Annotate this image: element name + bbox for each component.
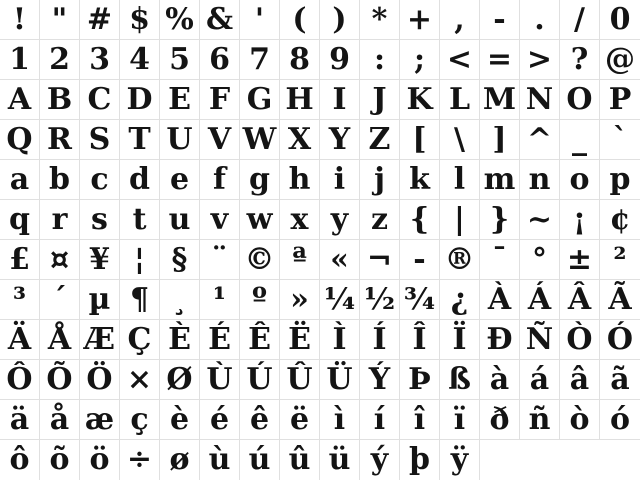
glyph-cell[interactable]: 8	[280, 40, 320, 80]
glyph-cell[interactable]: å	[40, 400, 80, 440]
glyph-cell[interactable]: !	[0, 0, 40, 40]
glyph-cell[interactable]: ª	[280, 240, 320, 280]
glyph-cell[interactable]: í	[360, 400, 400, 440]
glyph-cell[interactable]: £	[0, 240, 40, 280]
glyph-cell[interactable]: ¼	[320, 280, 360, 320]
glyph-cell[interactable]: J	[360, 80, 400, 120]
glyph-cell[interactable]: ¸	[160, 280, 200, 320]
glyph-cell[interactable]: Ã	[600, 280, 640, 320]
empty-cell	[480, 440, 520, 480]
glyph-cell[interactable]: I	[320, 80, 360, 120]
glyph-cell[interactable]: î	[400, 400, 440, 440]
glyph-cell[interactable]: ¡	[560, 200, 600, 240]
glyph-cell[interactable]: *	[360, 0, 400, 40]
glyph-cell[interactable]: G	[240, 80, 280, 120]
glyph-cell[interactable]: U	[160, 120, 200, 160]
glyph-cell[interactable]: ä	[0, 400, 40, 440]
glyph-cell[interactable]: z	[360, 200, 400, 240]
grid-row	[0, 400, 640, 440]
glyph-cell[interactable]: º	[240, 280, 280, 320]
glyph-cell[interactable]: P	[600, 80, 640, 120]
glyph-cell[interactable]: 7	[240, 40, 280, 80]
glyph-cell[interactable]: u	[160, 200, 200, 240]
glyph-cell[interactable]: ô	[0, 440, 40, 480]
grid-row	[0, 80, 640, 120]
glyph-cell[interactable]: W	[240, 120, 280, 160]
glyph-cell[interactable]: ^	[520, 120, 560, 160]
glyph-cell[interactable]: <	[440, 40, 480, 80]
grid-row	[0, 200, 640, 240]
glyph-cell[interactable]: %	[160, 0, 200, 40]
glyph-cell[interactable]: ;	[400, 40, 440, 80]
glyph-cell[interactable]: f	[200, 160, 240, 200]
glyph-cell[interactable]: V	[200, 120, 240, 160]
grid-row	[0, 320, 640, 360]
glyph-cell[interactable]: Ü	[320, 360, 360, 400]
glyph-cell[interactable]: m	[480, 160, 520, 200]
glyph-cell[interactable]: ¬	[360, 240, 400, 280]
glyph-cell[interactable]: k	[400, 160, 440, 200]
glyph-cell[interactable]: Q	[0, 120, 40, 160]
glyph-cell[interactable]: Æ	[80, 320, 120, 360]
glyph-cell[interactable]: H	[280, 80, 320, 120]
glyph-cell[interactable]: ¯	[480, 240, 520, 280]
glyph-cell[interactable]: w	[240, 200, 280, 240]
glyph-cell[interactable]: ~	[520, 200, 560, 240]
glyph-cell[interactable]: ç	[120, 400, 160, 440]
glyph-cell[interactable]: c	[80, 160, 120, 200]
glyph-cell[interactable]: ¢	[600, 200, 640, 240]
glyph-cell[interactable]: Á	[520, 280, 560, 320]
glyph-cell[interactable]: Û	[280, 360, 320, 400]
glyph-cell[interactable]: :	[360, 40, 400, 80]
glyph-cell[interactable]: Ê	[240, 320, 280, 360]
glyph-cell[interactable]: j	[360, 160, 400, 200]
glyph-cell[interactable]: Â	[560, 280, 600, 320]
glyph-cell[interactable]: n	[520, 160, 560, 200]
glyph-cell[interactable]: 9	[320, 40, 360, 80]
glyph-cell[interactable]: h	[280, 160, 320, 200]
glyph-cell[interactable]: Ñ	[520, 320, 560, 360]
glyph-cell[interactable]: }	[480, 200, 520, 240]
empty-cell	[600, 440, 640, 480]
glyph-cell[interactable]: Õ	[40, 360, 80, 400]
glyph-cell[interactable]: 2	[40, 40, 80, 80]
glyph-cell[interactable]: ½	[360, 280, 400, 320]
grid-row	[0, 120, 640, 160]
glyph-cell[interactable]: ý	[360, 440, 400, 480]
glyph-cell[interactable]: Ð	[480, 320, 520, 360]
glyph-cell[interactable]: Ä	[0, 320, 40, 360]
glyph-cell[interactable]: ¿	[440, 280, 480, 320]
grid-row	[0, 0, 640, 40]
glyph-cell[interactable]: #	[80, 0, 120, 40]
glyph-cell[interactable]: b	[40, 160, 80, 200]
glyph-cell[interactable]: e	[160, 160, 200, 200]
glyph-cell[interactable]: ´	[40, 280, 80, 320]
glyph-cell[interactable]: .	[520, 0, 560, 40]
glyph-cell[interactable]: R	[40, 120, 80, 160]
glyph-cell[interactable]: ¾	[400, 280, 440, 320]
glyph-cell[interactable]: °	[520, 240, 560, 280]
grid-row	[0, 440, 640, 480]
empty-cell	[520, 440, 560, 480]
glyph-cell[interactable]: Ý	[360, 360, 400, 400]
glyph-cell[interactable]: ©	[240, 240, 280, 280]
glyph-cell[interactable]: ú	[240, 440, 280, 480]
glyph-cell[interactable]: [	[400, 120, 440, 160]
glyph-cell[interactable]: ù	[200, 440, 240, 480]
glyph-cell[interactable]: E	[160, 80, 200, 120]
glyph-cell[interactable]: +	[400, 0, 440, 40]
glyph-cell[interactable]: ÿ	[440, 440, 480, 480]
glyph-cell[interactable]: »	[280, 280, 320, 320]
glyph-cell[interactable]: ó	[600, 400, 640, 440]
glyph-cell[interactable]: ±	[560, 240, 600, 280]
glyph-cell[interactable]: =	[480, 40, 520, 80]
glyph-cell[interactable]: l	[440, 160, 480, 200]
glyph-cell[interactable]: (	[280, 0, 320, 40]
glyph-cell[interactable]: ¤	[40, 240, 80, 280]
glyph-cell[interactable]: t	[120, 200, 160, 240]
glyph-cell[interactable]: @	[600, 40, 640, 80]
glyph-cell[interactable]: Î	[400, 320, 440, 360]
grid-row	[0, 40, 640, 80]
glyph-cell[interactable]: 3	[80, 40, 120, 80]
glyph-cell[interactable]: F	[200, 80, 240, 120]
glyph-cell[interactable]: Ø	[160, 360, 200, 400]
glyph-cell[interactable]: o	[560, 160, 600, 200]
glyph-cell[interactable]: 0	[600, 0, 640, 40]
glyph-cell[interactable]: ¹	[200, 280, 240, 320]
glyph-cell[interactable]: D	[120, 80, 160, 120]
grid-row	[0, 240, 640, 280]
glyph-cell[interactable]: õ	[40, 440, 80, 480]
glyph-cell[interactable]: é	[200, 400, 240, 440]
glyph-cell[interactable]: >	[520, 40, 560, 80]
glyph-cell[interactable]: ï	[440, 400, 480, 440]
glyph-cell[interactable]: Z	[360, 120, 400, 160]
glyph-cell[interactable]: û	[280, 440, 320, 480]
glyph-cell[interactable]: Ô	[0, 360, 40, 400]
glyph-cell[interactable]: ³	[0, 280, 40, 320]
glyph-cell[interactable]: Þ	[400, 360, 440, 400]
glyph-cell[interactable]: B	[40, 80, 80, 120]
glyph-cell[interactable]: )	[320, 0, 360, 40]
glyph-cell[interactable]: 5	[160, 40, 200, 80]
glyph-cell[interactable]: $	[120, 0, 160, 40]
grid-row	[0, 160, 640, 200]
glyph-cell[interactable]: þ	[400, 440, 440, 480]
glyph-cell[interactable]: ã	[600, 360, 640, 400]
glyph-cell[interactable]: q	[0, 200, 40, 240]
glyph-cell[interactable]: /	[560, 0, 600, 40]
glyph-cell[interactable]: ¨	[200, 240, 240, 280]
glyph-cell[interactable]: N	[520, 80, 560, 120]
glyph-cell[interactable]: ÷	[120, 440, 160, 480]
glyph-cell[interactable]: y	[320, 200, 360, 240]
glyph-cell[interactable]: T	[120, 120, 160, 160]
glyph-cell[interactable]: Í	[360, 320, 400, 360]
glyph-cell[interactable]: «	[320, 240, 360, 280]
glyph-cell[interactable]: -	[400, 240, 440, 280]
glyph-cell[interactable]: p	[600, 160, 640, 200]
glyph-cell[interactable]: ø	[160, 440, 200, 480]
glyph-cell[interactable]: ?	[560, 40, 600, 80]
glyph-cell[interactable]: g	[240, 160, 280, 200]
glyph-cell[interactable]: K	[400, 80, 440, 120]
glyph-cell[interactable]: X	[280, 120, 320, 160]
glyph-cell[interactable]: "	[40, 0, 80, 40]
glyph-cell[interactable]: Ó	[600, 320, 640, 360]
glyph-cell[interactable]: |	[440, 200, 480, 240]
glyph-cell[interactable]: {	[400, 200, 440, 240]
glyph-cell[interactable]: ì	[320, 400, 360, 440]
glyph-cell[interactable]: 4	[120, 40, 160, 80]
glyph-cell[interactable]: §	[160, 240, 200, 280]
glyph-cell[interactable]: x	[280, 200, 320, 240]
glyph-cell[interactable]: á	[520, 360, 560, 400]
glyph-cell[interactable]: d	[120, 160, 160, 200]
glyph-cell[interactable]: i	[320, 160, 360, 200]
glyph-cell[interactable]: Ö	[80, 360, 120, 400]
glyph-cell[interactable]: ñ	[520, 400, 560, 440]
glyph-cell[interactable]: C	[80, 80, 120, 120]
glyph-cell[interactable]: ð	[480, 400, 520, 440]
glyph-cell[interactable]: A	[0, 80, 40, 120]
glyph-cell[interactable]: â	[560, 360, 600, 400]
glyph-cell[interactable]: 1	[0, 40, 40, 80]
glyph-cell[interactable]: ò	[560, 400, 600, 440]
glyph-cell[interactable]: Ì	[320, 320, 360, 360]
glyph-cell[interactable]: ,	[440, 0, 480, 40]
glyph-cell[interactable]: Ç	[120, 320, 160, 360]
glyph-cell[interactable]: Ò	[560, 320, 600, 360]
empty-cell	[560, 440, 600, 480]
glyph-cell[interactable]: \	[440, 120, 480, 160]
glyph-cell[interactable]: Ï	[440, 320, 480, 360]
glyph-cell[interactable]: &	[200, 0, 240, 40]
glyph-cell[interactable]: ö	[80, 440, 120, 480]
glyph-cell[interactable]: S	[80, 120, 120, 160]
glyph-cell[interactable]: ¦	[120, 240, 160, 280]
glyph-cell[interactable]: ß	[440, 360, 480, 400]
glyph-cell[interactable]: r	[40, 200, 80, 240]
glyph-cell[interactable]: ²	[600, 240, 640, 280]
glyph-cell[interactable]: M	[480, 80, 520, 120]
glyph-cell[interactable]: è	[160, 400, 200, 440]
glyph-cell[interactable]: ]	[480, 120, 520, 160]
glyph-cell[interactable]: Å	[40, 320, 80, 360]
glyph-cell[interactable]: Y	[320, 120, 360, 160]
glyph-cell[interactable]: ü	[320, 440, 360, 480]
glyph-cell[interactable]: É	[200, 320, 240, 360]
glyph-cell[interactable]: à	[480, 360, 520, 400]
glyph-cell[interactable]: 6	[200, 40, 240, 80]
glyph-cell[interactable]: v	[200, 200, 240, 240]
glyph-cell[interactable]: ¥	[80, 240, 120, 280]
glyph-cell[interactable]: Ù	[200, 360, 240, 400]
glyph-cell[interactable]: æ	[80, 400, 120, 440]
grid-row	[0, 280, 640, 320]
glyph-cell[interactable]: È	[160, 320, 200, 360]
glyph-cell[interactable]: À	[480, 280, 520, 320]
glyph-cell[interactable]: L	[440, 80, 480, 120]
glyph-cell[interactable]: s	[80, 200, 120, 240]
grid-row	[0, 360, 640, 400]
glyph-cell[interactable]: ë	[280, 400, 320, 440]
glyph-cell[interactable]: ê	[240, 400, 280, 440]
glyph-cell[interactable]: ¶	[120, 280, 160, 320]
glyph-cell[interactable]: `	[600, 120, 640, 160]
glyph-cell[interactable]: O	[560, 80, 600, 120]
glyph-cell[interactable]: ®	[440, 240, 480, 280]
glyph-cell[interactable]: µ	[80, 280, 120, 320]
glyph-cell[interactable]: a	[0, 160, 40, 200]
glyph-cell[interactable]: '	[240, 0, 280, 40]
glyph-cell[interactable]: Ë	[280, 320, 320, 360]
glyph-cell[interactable]: ×	[120, 360, 160, 400]
glyph-cell[interactable]: _	[560, 120, 600, 160]
glyph-cell[interactable]: -	[480, 0, 520, 40]
glyph-cell[interactable]: Ú	[240, 360, 280, 400]
